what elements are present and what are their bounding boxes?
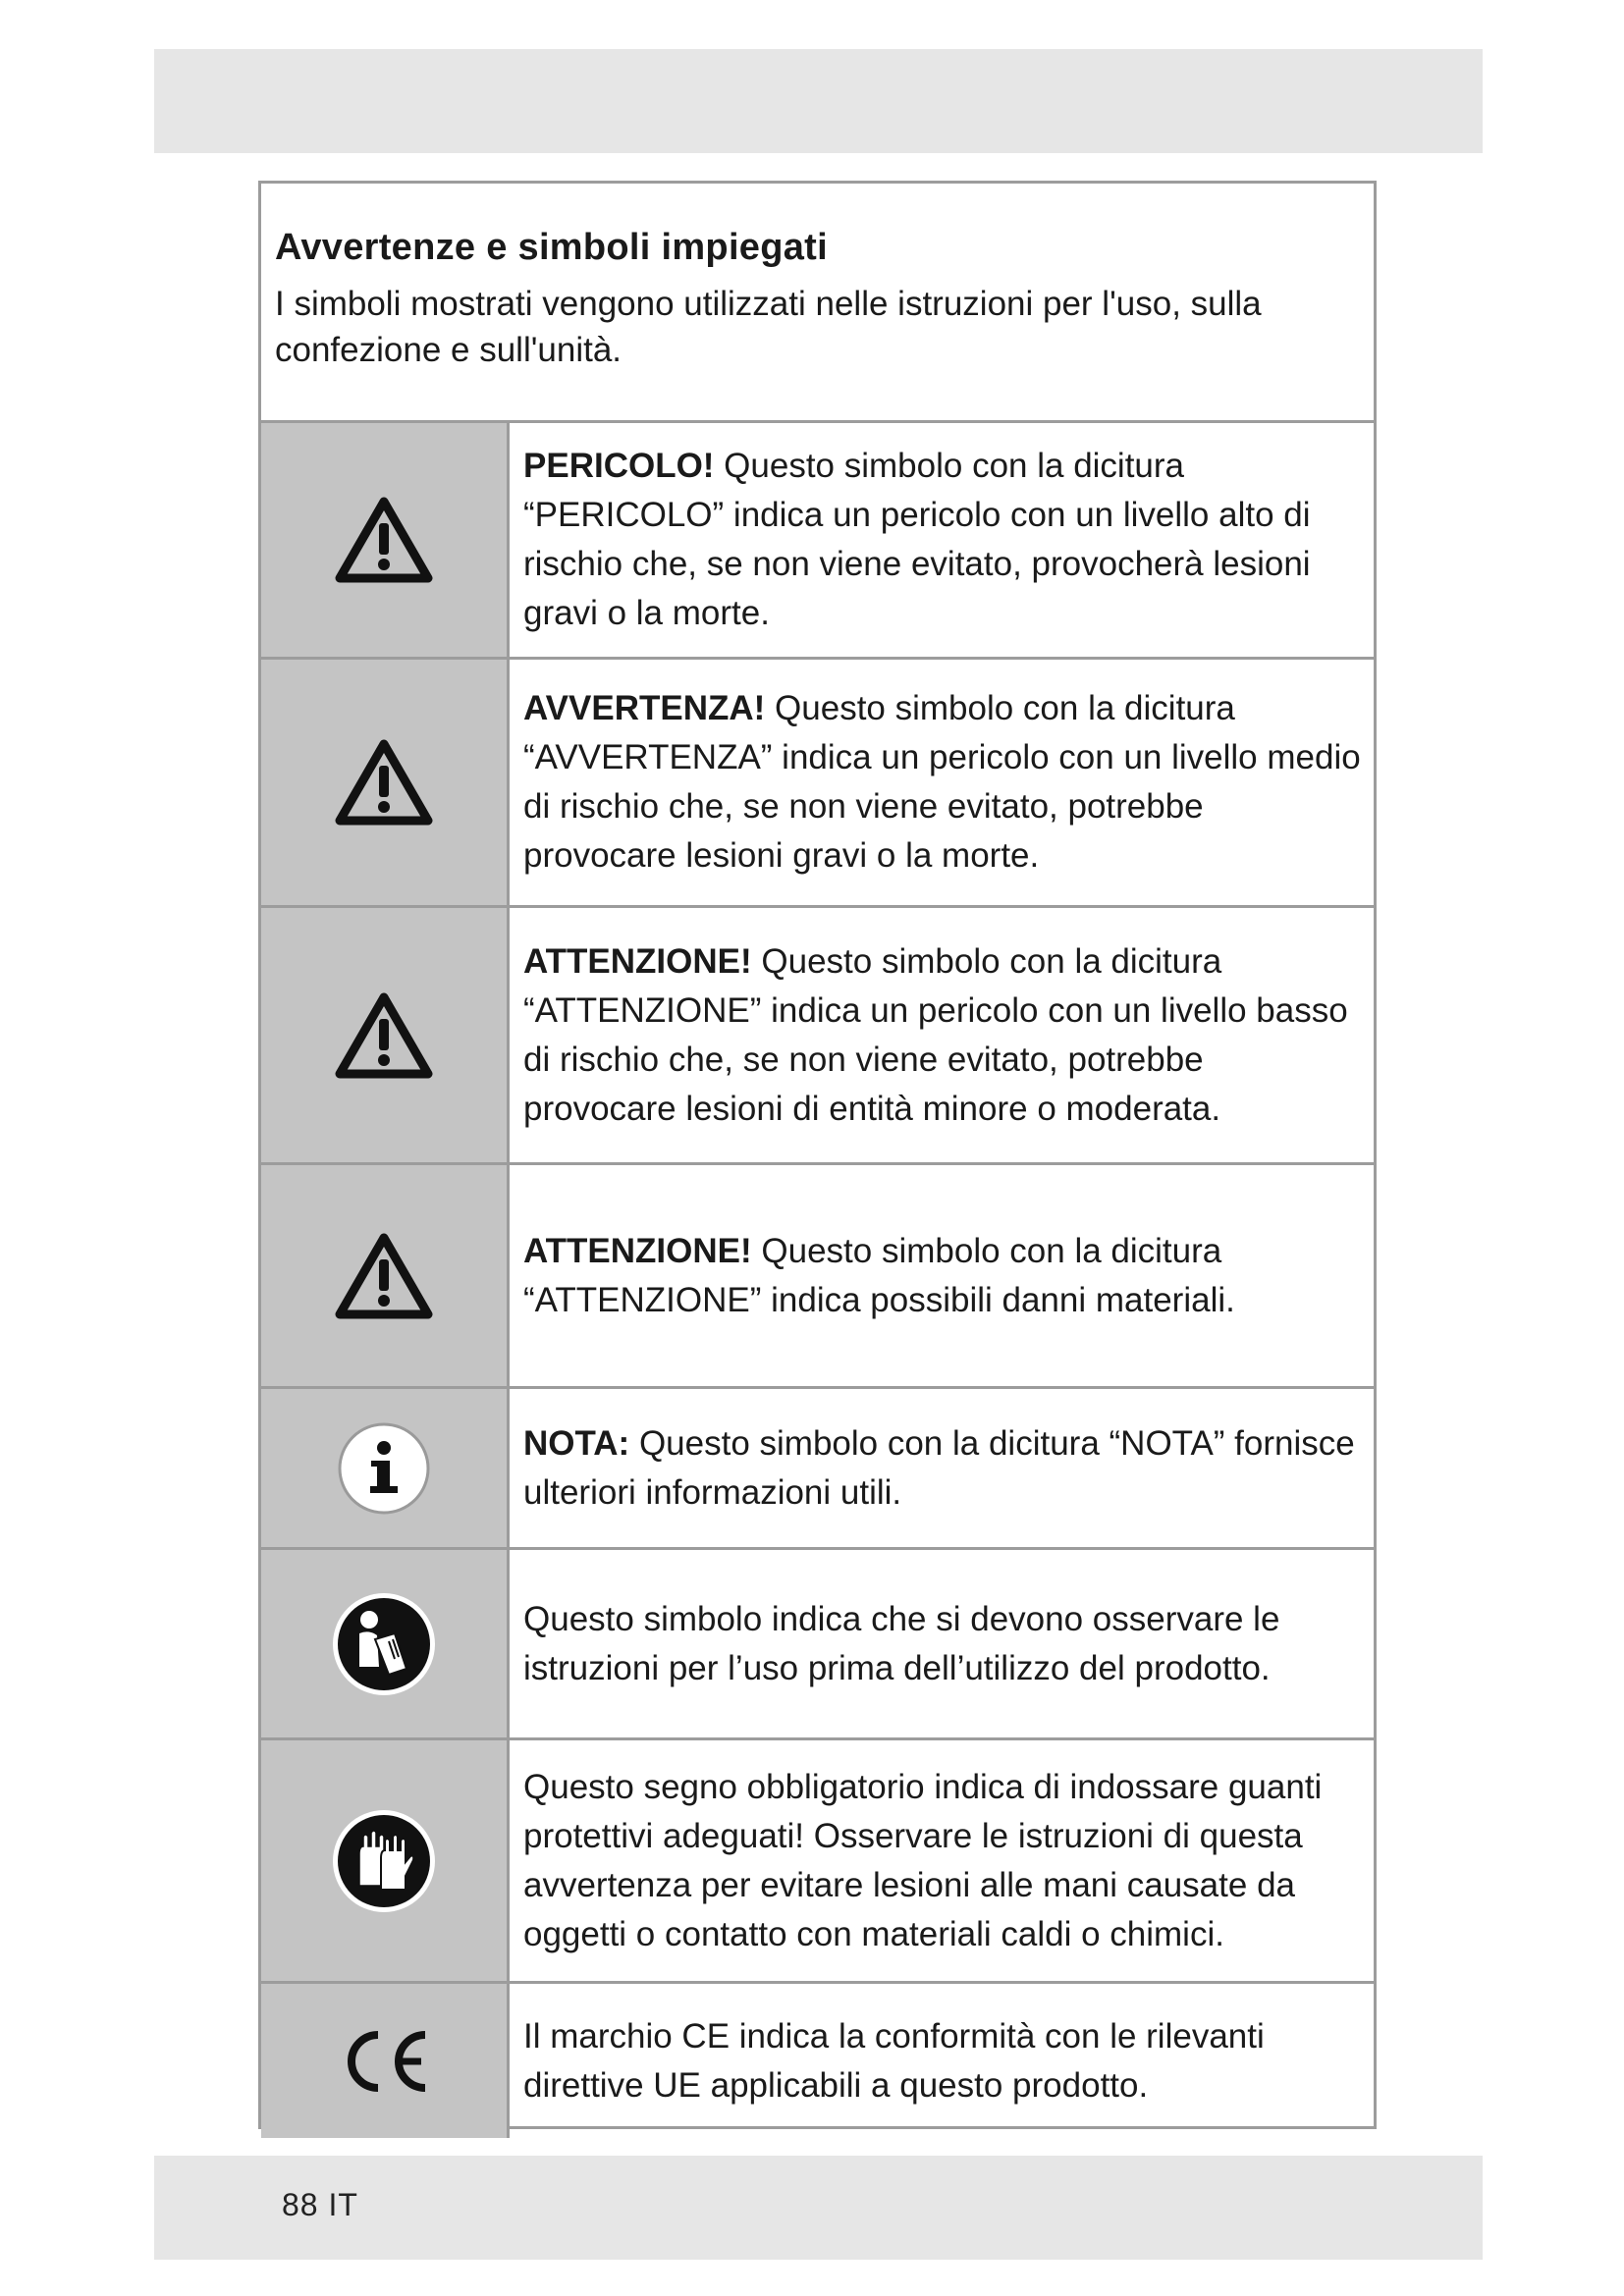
symbol-cell bbox=[261, 660, 510, 905]
table-row bbox=[261, 1389, 1374, 1550]
symbol-cell bbox=[261, 1389, 510, 1547]
description-cell bbox=[510, 1984, 1374, 2138]
symbol-cell bbox=[261, 908, 510, 1162]
ce-mark-icon bbox=[335, 2027, 433, 2096]
description-cell bbox=[510, 423, 1374, 657]
table-row bbox=[261, 908, 1374, 1165]
table-row bbox=[261, 660, 1374, 908]
description-cell bbox=[510, 908, 1374, 1162]
table-row bbox=[261, 1740, 1374, 1984]
keyword: ATTENZIONE! bbox=[523, 941, 752, 981]
section-intro: I simboli mostrati vengono utilizzati nelle istruzioni per l'uso, sulla confezione e sull'unità. bbox=[275, 285, 1262, 369]
protective-gloves-icon bbox=[330, 1807, 438, 1915]
warning-triangle-icon bbox=[335, 496, 433, 584]
description: Questo simbolo indica che si devono osservare le istruzioni per l’uso prima dell’utilizzo del prodotto. bbox=[523, 1599, 1280, 1687]
warning-triangle-icon bbox=[335, 738, 433, 827]
keyword: ATTENZIONE! bbox=[523, 1231, 752, 1270]
page-number: 88 IT bbox=[282, 2187, 358, 2222]
description-cell bbox=[510, 1165, 1374, 1386]
description: Questo simbolo con la dicitura “NOTA” fornisce ulteriori informazioni utili. bbox=[523, 1423, 1355, 1512]
table-row bbox=[261, 1984, 1374, 2138]
description: Il marchio CE indica la conformità con le rilevanti direttive UE applicabili a questo prodotto. bbox=[523, 2016, 1265, 2105]
symbol-cell bbox=[261, 1165, 510, 1386]
description: Questo segno obbligatorio indica di indossare guanti protettivi adeguati! Osservare le istruzioni di questa avvertenza per evitare lesioni alle mani causate da oggetti o contatto con materiali caldi o chimici. bbox=[523, 1767, 1323, 1953]
symbol-cell bbox=[261, 423, 510, 657]
table-row bbox=[261, 423, 1374, 660]
table-row bbox=[261, 1550, 1374, 1740]
description: Questo simbolo con la dicitura “AVVERTENZA” indica un pericolo con un livello medio di rischio che, se non viene evitato, potrebbe provocare lesioni gravi o la morte. bbox=[523, 689, 1361, 875]
warning-triangle-icon bbox=[335, 1232, 433, 1320]
warning-triangle-icon bbox=[335, 991, 433, 1080]
symbol-cell bbox=[261, 1550, 510, 1737]
description-cell bbox=[510, 1740, 1374, 1981]
description: Questo simbolo con la dicitura “ATTENZIONE” indica un pericolo con un livello basso di rischio che, se non viene evitato, potrebbe provocare lesioni di entità minore o moderata. bbox=[523, 941, 1348, 1128]
top-band bbox=[154, 49, 1483, 153]
symbol-cell bbox=[261, 1984, 510, 2138]
read-manual-icon bbox=[330, 1590, 438, 1698]
keyword: PERICOLO! bbox=[523, 447, 715, 485]
description-cell bbox=[510, 1550, 1374, 1737]
description: Questo simbolo con la dicitura “ATTENZIONE” indica possibili danni materiali. bbox=[523, 1231, 1235, 1319]
description-cell bbox=[510, 660, 1374, 905]
keyword: AVVERTENZA! bbox=[523, 689, 766, 727]
table-row bbox=[261, 1165, 1374, 1389]
keyword: NOTA: bbox=[523, 1423, 630, 1463]
section-title: Avvertenze e simboli impiegati bbox=[275, 227, 828, 268]
table-header bbox=[261, 184, 1374, 423]
info-icon bbox=[337, 1421, 431, 1516]
symbols-table bbox=[258, 181, 1377, 2129]
description: Questo simbolo con la dicitura “PERICOLO” indica un pericolo con un livello alto di rischio che, se non viene evitato, provocherà lesioni gravi o la morte. bbox=[523, 447, 1311, 632]
symbol-cell bbox=[261, 1740, 510, 1981]
description-cell bbox=[510, 1389, 1374, 1547]
